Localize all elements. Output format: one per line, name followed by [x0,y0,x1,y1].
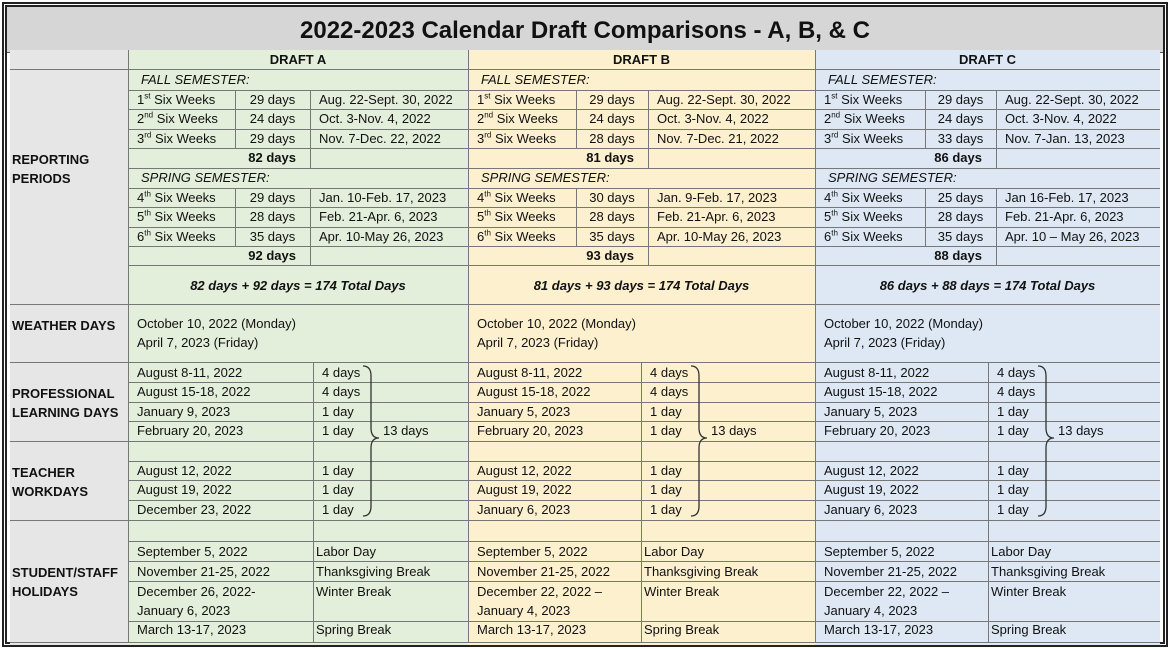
pl-days: 4 days [322,384,361,399]
holiday-date: March 13-17, 2023 [824,622,934,637]
period-dates: Nov. 7-Dec. 21, 2022 [657,131,779,146]
period-days: 28 days [249,209,296,224]
ordinal-suffix: th [831,228,838,238]
grid-line [10,304,1160,305]
period-number: 2 [477,111,485,126]
draft-header: DRAFT C [958,52,1017,67]
grid-line [128,402,1160,403]
holiday-date: January 4, 2023 [477,603,571,618]
period-number: 6 [824,229,832,244]
pl-days: 4 days [650,384,689,399]
period-dates: Feb. 21-Apr. 6, 2023 [657,209,776,224]
period-days: 29 days [249,92,296,107]
holiday-date: September 5, 2022 [477,544,588,559]
period-label: Six Weeks [151,131,217,146]
period-days: 28 days [589,209,635,224]
ordinal-suffix: th [144,189,151,199]
holiday-name: Winter Break [991,584,1067,599]
holiday-name: Thanksgiving Break [316,564,431,579]
grid-line [128,421,1160,422]
period-number: 3 [824,131,832,146]
six-weeks-label [137,209,216,225]
period-days: 29 days [249,131,296,146]
six-weeks-label [824,131,903,147]
period-label: Six Weeks [490,229,556,244]
period-number: 2 [824,111,832,126]
period-label: Six Weeks [153,111,218,126]
period-label: Six Weeks [150,92,216,107]
grid-line [128,265,1160,266]
period-label: Six Weeks [491,131,557,146]
draft-header: DRAFT A [269,52,327,67]
period-dates: Jan. 9-Feb. 17, 2023 [657,190,777,205]
period-dates: Feb. 21-Apr. 6, 2023 [1005,209,1124,224]
workday-days: 1 day [322,482,354,497]
holiday-name: Thanksgiving Break [991,564,1106,579]
weather-day: April 7, 2023 (Friday) [477,335,599,350]
grid-line [996,148,997,168]
period-label: Six Weeks [838,131,904,146]
pl-days: 4 days [997,384,1036,399]
holiday-date: November 21-25, 2022 [477,564,610,579]
period-number: 4 [477,190,485,205]
period-days: 25 days [937,190,984,205]
six-weeks-label [137,229,216,245]
period-dates: Oct. 3-Nov. 4, 2022 [657,111,769,126]
workday-date: January 6, 2023 [477,502,571,517]
six-weeks-label [477,131,556,147]
workday-days: 1 day [650,463,682,478]
ordinal-suffix: th [831,189,838,199]
six-weeks-label [824,92,902,108]
period-label: Six Weeks [837,209,903,224]
pl-date: August 15-18, 2022 [477,384,591,399]
workday-date: January 6, 2023 [824,502,918,517]
holiday-name: Labor Day [991,544,1051,559]
fall-semester-label: FALL SEMESTER: [141,72,250,87]
period-label: Six Weeks [490,209,556,224]
holiday-name: Labor Day [316,544,376,559]
holiday-name: Winter Break [644,584,720,599]
spring-total: 93 days [586,248,634,263]
grid-line [10,642,1160,643]
grid-line [468,50,469,642]
pl-date: August 8-11, 2022 [477,365,583,380]
pl-days: 4 days [997,365,1036,380]
grid-line [648,188,649,246]
pl-days: 1 day [997,404,1029,419]
period-dates: Apr. 10 – May 26, 2023 [1005,229,1140,244]
ordinal-suffix: nd [144,110,154,120]
period-label: Six Weeks [150,209,216,224]
workday-days: 1 day [322,463,354,478]
weather-day: October 10, 2022 (Monday) [137,316,296,331]
six-weeks-label [824,111,905,127]
workday-days: 1 day [997,482,1029,497]
period-label: Six Weeks [837,92,903,107]
period-label: Six Weeks [837,190,903,205]
spring-semester-label: SPRING SEMESTER: [481,170,610,185]
period-number: 1 [824,92,832,107]
ordinal-suffix: st [484,91,491,101]
page-title: 2022-2023 Calendar Draft Comparisons - A, B, & C [7,7,1163,53]
holiday-date: September 5, 2022 [824,544,935,559]
period-dates: Apr. 10-May 26, 2023 [319,229,444,244]
workday-days: 1 day [322,502,354,517]
grid-line [128,227,1160,228]
pl-date: February 20, 2023 [137,423,244,438]
workday-days: 1 day [650,482,682,497]
period-number: 3 [137,131,145,146]
pl-days: 4 days [322,365,361,380]
period-label: Six Weeks [493,111,558,126]
holiday-date: March 13-17, 2023 [137,622,247,637]
bracket-icon [361,364,391,524]
brace-total: 13 days [711,423,757,438]
pl-date: January 5, 2023 [477,404,571,419]
spring-semester-label: SPRING SEMESTER: [141,170,270,185]
bracket-icon [689,364,719,524]
pl-days: 1 day [322,404,354,419]
ordinal-suffix: th [484,189,491,199]
ordinal-suffix: rd [484,130,492,140]
period-dates: Oct. 3-Nov. 4, 2022 [1005,111,1117,126]
holiday-date: November 21-25, 2022 [137,564,270,579]
grid-line [128,480,1160,481]
grid-line [128,90,1160,91]
grid-line [310,148,311,168]
six-weeks-label [477,209,556,225]
pl-days: 1 day [997,423,1029,438]
total-days: 82 days + 92 days = 174 Total Days [190,278,406,293]
grid-line [128,500,1160,501]
period-days: 28 days [589,131,635,146]
period-dates: Jan 16-Feb. 17, 2023 [1005,190,1129,205]
six-weeks-label [824,190,903,206]
workday-days: 1 day [997,463,1029,478]
weather-days-label: WEATHER DAYS [12,318,116,333]
period-number: 6 [477,229,485,244]
period-dates: Aug. 22-Sept. 30, 2022 [657,92,791,107]
period-label: Six Weeks [490,190,556,205]
ordinal-suffix: rd [831,130,839,140]
period-label: Six Weeks [490,92,556,107]
grid-line [128,148,1160,149]
grid-line [310,90,311,148]
period-number: 4 [137,190,145,205]
pl-days: 4 days [650,365,689,380]
grid-line [128,461,1160,462]
holiday-name: Spring Break [316,622,392,637]
bracket-icon [1036,364,1066,524]
period-dates: Jan. 10-Feb. 17, 2023 [319,190,447,205]
weather-day: October 10, 2022 (Monday) [477,316,636,331]
total-days: 86 days + 88 days = 174 Total Days [879,278,1096,293]
holiday-date: January 4, 2023 [824,603,918,618]
spring-semester-label: SPRING SEMESTER: [828,170,957,185]
period-days: 24 days [589,111,635,126]
weather-day: October 10, 2022 (Monday) [824,316,983,331]
pl-days: 1 day [650,423,682,438]
grid-line [313,362,314,642]
six-weeks-label [477,190,556,206]
period-number: 1 [137,92,145,107]
calendar-comparison-table [2,2,1168,647]
fall-total: 82 days [248,150,296,165]
period-days: 29 days [249,190,296,205]
period-days: 33 days [937,131,984,146]
holiday-name: Spring Break [991,622,1067,637]
workday-days: 1 day [997,502,1029,517]
holiday-name: Thanksgiving Break [644,564,759,579]
period-number: 5 [137,209,145,224]
period-days: 24 days [249,111,296,126]
period-number: 4 [824,190,832,205]
period-label: Six Weeks [837,229,903,244]
ordinal-suffix: nd [831,110,841,120]
teacher-workdays-label: TEACHER WORKDAYS [12,465,89,499]
workday-date: August 12, 2022 [824,463,919,478]
workday-date: August 12, 2022 [477,463,572,478]
pl-date: August 15-18, 2022 [137,384,251,399]
grid-line [128,188,1160,189]
holiday-date: November 21-25, 2022 [824,564,957,579]
period-days: 24 days [937,111,984,126]
six-weeks-label [137,92,215,108]
grid-line [815,50,816,642]
holiday-date: December 22, 2022 – [824,584,950,599]
grid-line [996,246,997,265]
period-dates: Apr. 10-May 26, 2023 [657,229,782,244]
holiday-date: December 26, 2022- [137,584,256,599]
spring-total: 92 days [248,248,296,263]
holiday-name: Labor Day [644,544,704,559]
six-weeks-label [137,131,216,147]
period-number: 1 [477,92,485,107]
period-number: 5 [477,209,485,224]
ordinal-suffix: th [831,208,838,218]
ordinal-suffix: st [831,91,838,101]
left-label-column [10,50,128,645]
pl-date: February 20, 2023 [824,423,931,438]
period-dates: Aug. 22-Sept. 30, 2022 [1005,92,1139,107]
grid-line [128,207,1160,208]
grid-line [648,90,649,148]
grid-line [641,362,642,642]
period-days: 35 days [249,229,296,244]
holidays-label: STUDENT/STAFF HOLIDAYS [12,565,118,599]
period-dates: Feb. 21-Apr. 6, 2023 [319,209,438,224]
professional-learning-label: PROFESSIONAL LEARNING DAYS [12,386,119,420]
fall-semester-label: FALL SEMESTER: [481,72,590,87]
holiday-date: December 22, 2022 – [477,584,603,599]
grid-line [310,188,311,246]
period-label: Six Weeks [840,111,905,126]
holiday-date: March 13-17, 2023 [477,622,587,637]
period-days: 29 days [589,92,635,107]
spring-total: 88 days [934,248,982,263]
six-weeks-label [477,111,558,127]
weather-day: April 7, 2023 (Friday) [137,335,259,350]
grid-line [10,69,1160,70]
pl-date: August 8-11, 2022 [824,365,930,380]
fall-semester-label: FALL SEMESTER: [828,72,937,87]
fall-total: 81 days [586,150,634,165]
period-days: 35 days [589,229,635,244]
period-dates: Nov. 7-Jan. 13, 2023 [1005,131,1125,146]
grid-line [128,246,1160,247]
workday-date: December 23, 2022 [137,502,252,517]
ordinal-suffix: st [144,91,151,101]
period-dates: Oct. 3-Nov. 4, 2022 [319,111,431,126]
pl-date: August 8-11, 2022 [137,365,243,380]
grid-line [128,541,1160,542]
six-weeks-label [477,229,556,245]
ordinal-suffix: th [484,228,491,238]
grid-line [988,362,989,642]
reporting-periods-label: REPORTING PERIODS [12,152,90,186]
ordinal-suffix: th [144,208,151,218]
pl-date: August 15-18, 2022 [824,384,938,399]
ordinal-suffix: rd [144,130,152,140]
pl-days: 1 day [322,423,354,438]
pl-date: January 5, 2023 [824,404,918,419]
pl-date: February 20, 2023 [477,423,584,438]
pl-date: January 9, 2023 [137,404,231,419]
brace-total: 13 days [1058,423,1104,438]
grid-line [128,109,1160,110]
brace-total: 13 days [383,423,429,438]
ordinal-suffix: nd [484,110,494,120]
period-number: 3 [477,131,485,146]
period-label: Six Weeks [150,190,216,205]
period-dates: Nov. 7-Dec. 22, 2022 [319,131,441,146]
period-number: 2 [137,111,145,126]
holiday-date: September 5, 2022 [137,544,248,559]
period-days: 29 days [937,92,984,107]
six-weeks-label [824,209,903,225]
workday-date: August 12, 2022 [137,463,232,478]
workday-date: August 19, 2022 [477,482,572,497]
six-weeks-label [137,190,216,206]
holiday-date: January 6, 2023 [137,603,231,618]
holiday-name: Winter Break [316,584,392,599]
six-weeks-label [477,92,555,108]
grid-line [648,246,649,265]
total-days: 81 days + 93 days = 174 Total Days [533,278,750,293]
period-label: Six Weeks [150,229,216,244]
draft-header: DRAFT B [612,52,671,67]
pl-days: 1 day [650,404,682,419]
six-weeks-label [137,111,218,127]
weather-day: April 7, 2023 (Friday) [824,335,946,350]
six-weeks-label [824,229,903,245]
workday-date: August 19, 2022 [824,482,919,497]
grid-line [128,581,1160,582]
workday-days: 1 day [650,502,682,517]
ordinal-suffix: th [484,208,491,218]
period-dates: Aug. 22-Sept. 30, 2022 [319,92,453,107]
grid-line [310,246,311,265]
period-days: 35 days [937,229,984,244]
grid-line [128,382,1160,383]
grid-line [648,148,649,168]
period-days: 30 days [589,190,635,205]
grid-line [128,561,1160,562]
grid-line [128,50,129,642]
period-number: 6 [137,229,145,244]
fall-total: 86 days [934,150,982,165]
holiday-name: Spring Break [644,622,720,637]
grid-line [128,168,1160,169]
grid-line [128,129,1160,130]
grid-line [996,90,997,148]
grid-line [996,188,997,246]
ordinal-suffix: th [144,228,151,238]
period-number: 5 [824,209,832,224]
workday-date: August 19, 2022 [137,482,232,497]
period-days: 28 days [937,209,984,224]
